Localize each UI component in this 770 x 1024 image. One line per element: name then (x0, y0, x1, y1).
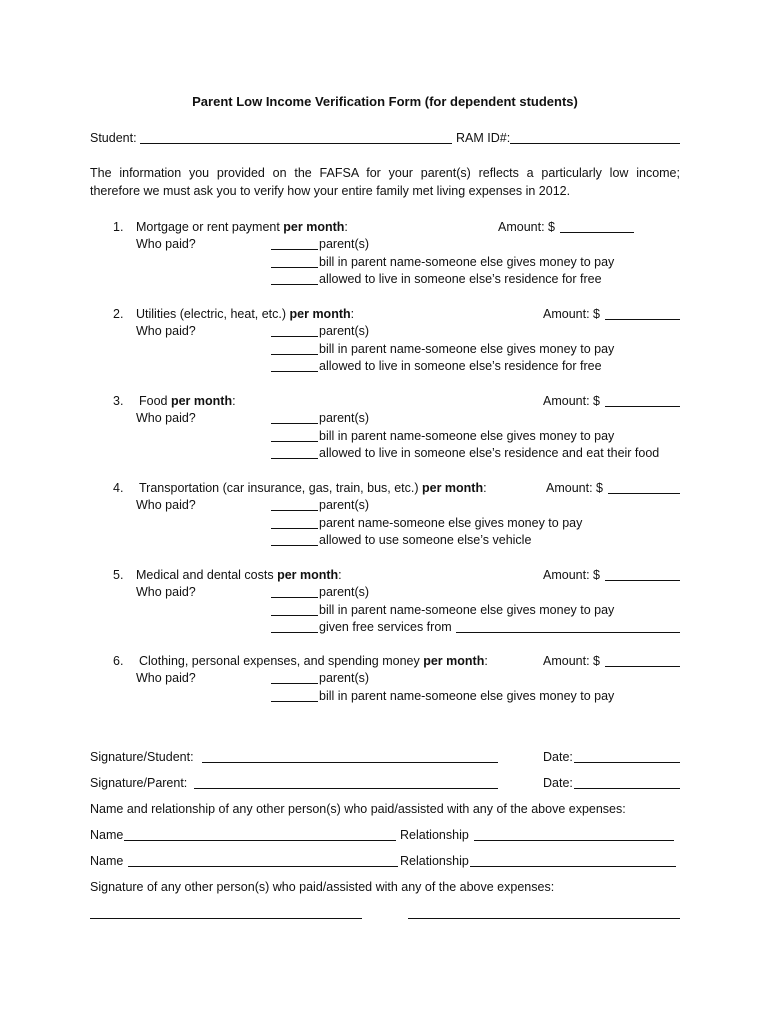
item-1-amount-field[interactable] (560, 232, 634, 233)
item-5-free-services-field[interactable] (456, 632, 680, 633)
item-2-option-2-blank[interactable] (271, 354, 318, 355)
item-1-option-2-label: bill in parent name-someone else gives money to pay (319, 254, 615, 269)
item-4-label: Transportation (car insurance, gas, train, bus, etc.) (139, 481, 422, 495)
item-3-amount-field[interactable] (605, 406, 680, 407)
item-6-per-month: per month (423, 654, 485, 668)
student-field[interactable] (140, 143, 452, 144)
other-persons-label: Name and relationship of any other person(s) who paid/assisted with any of the above expenses: (90, 802, 626, 816)
item-5-heading (136, 567, 342, 583)
item-3-option-2-label: bill in parent name-someone else gives money to pay (319, 428, 615, 443)
item-5-amount-label: Amount: $ (543, 568, 600, 582)
item-3-option-1-label: parent(s) (319, 411, 370, 425)
name-label-2: Name (90, 854, 124, 868)
item-1-amount-label: Amount: $ (498, 220, 555, 234)
item-6-amount-label: Amount: $ (543, 654, 600, 668)
relationship-label-2: Relationship (400, 854, 469, 868)
item-3-heading (139, 393, 236, 409)
item-5-label: Medical and dental costs (136, 568, 278, 582)
item-3-per-month: per month (170, 394, 233, 408)
other-signature-field-2[interactable] (408, 918, 680, 919)
item-1-number: 1. (113, 220, 124, 234)
page-title: Parent Low Income Verification Form (for dependent students) (192, 94, 578, 109)
item-5-option-3-label: given free services from (319, 620, 452, 634)
item-2-heading (136, 306, 354, 322)
item-2-option-3-label: allowed to live in someone else’s residence for free (319, 359, 602, 373)
date-parent-field[interactable] (574, 788, 680, 789)
name-label-1: Name (90, 828, 124, 842)
item-2-number: 2. (113, 307, 124, 321)
item-4-option-1-blank[interactable] (271, 510, 318, 511)
item-1-label: Mortgage or rent payment (136, 220, 284, 234)
signature-student-field[interactable] (202, 762, 498, 763)
ramid-label: RAM ID#: (456, 131, 511, 145)
item-5-option-2-label: bill in parent name-someone else gives money to pay (319, 602, 615, 617)
item-3-colon: : (232, 394, 236, 408)
name-field-1[interactable] (124, 840, 396, 841)
signature-parent-field[interactable] (194, 788, 498, 789)
item-4-who-paid: Who paid? (136, 498, 196, 512)
item-2-option-1-label: parent(s) (319, 324, 370, 338)
signature-parent-label: Signature/Parent: (90, 776, 188, 790)
item-5-option-2-blank[interactable] (271, 615, 318, 616)
item-1-option-2-blank[interactable] (271, 267, 318, 268)
item-4-number: 4. (113, 481, 124, 495)
item-5-who-paid: Who paid? (136, 585, 196, 599)
item-5-option-1-label: parent(s) (319, 585, 370, 599)
item-6-colon: : (484, 654, 488, 668)
item-3-option-3-blank[interactable] (271, 458, 318, 459)
item-1-option-1-label: parent(s) (319, 237, 370, 251)
relationship-field-2[interactable] (470, 866, 676, 867)
item-4-per-month: per month (422, 481, 484, 495)
intro-line-2: therefore we must ask you to verify how your entire family met living expenses in 2012. (90, 184, 571, 198)
date-label-student: Date: (543, 750, 573, 764)
item-1-option-3-label: allowed to live in someone else’s residence for free (319, 272, 602, 286)
item-2-who-paid: Who paid? (136, 324, 196, 338)
other-signature-label: Signature of any other person(s) who paid/assisted with any of the above expenses: (90, 880, 555, 894)
item-3-option-1-blank[interactable] (271, 423, 318, 424)
item-6-option-2-blank[interactable] (271, 701, 318, 702)
relationship-label-1: Relationship (400, 828, 469, 842)
item-4-colon: : (483, 481, 487, 495)
item-6-option-1-blank[interactable] (271, 683, 318, 684)
item-1-per-month: per month (283, 220, 345, 234)
item-3-label: Food (139, 394, 171, 408)
item-2-per-month: per month (289, 307, 351, 321)
item-1-heading (136, 219, 348, 235)
ramid-field[interactable] (510, 143, 680, 144)
date-student-field[interactable] (574, 762, 680, 763)
student-label: Student: (90, 131, 137, 145)
item-3-amount-label: Amount: $ (543, 394, 600, 408)
item-2-option-3-blank[interactable] (271, 371, 318, 372)
intro-line-1: The information you provided on the FAFSA for your parent(s) reflects a particularly low income; (90, 166, 680, 180)
item-5-colon: : (338, 568, 342, 582)
item-2-amount-field[interactable] (605, 319, 680, 320)
item-1-option-1-blank[interactable] (271, 249, 318, 250)
item-6-option-2-label: bill in parent name-someone else gives money to pay (319, 688, 615, 703)
item-2-option-1-blank[interactable] (271, 336, 318, 337)
item-5-number: 5. (113, 568, 124, 582)
item-5-option-3-blank[interactable] (271, 632, 318, 633)
item-4-amount-label: Amount: $ (546, 481, 603, 495)
item-3-option-2-blank[interactable] (271, 441, 318, 442)
item-6-who-paid: Who paid? (136, 671, 196, 685)
item-6-number: 6. (113, 654, 124, 668)
item-2-amount-label: Amount: $ (543, 307, 600, 321)
item-5-amount-field[interactable] (605, 580, 680, 581)
item-5-option-1-blank[interactable] (271, 597, 318, 598)
name-field-2[interactable] (128, 866, 398, 867)
item-2-colon: : (350, 307, 355, 321)
item-4-option-3-blank[interactable] (271, 545, 318, 546)
item-4-option-2-label: parent name-someone else gives money to pay (319, 515, 583, 530)
item-4-option-1-label: parent(s) (319, 498, 370, 512)
item-4-heading (139, 480, 487, 496)
relationship-field-1[interactable] (474, 840, 674, 841)
item-4-amount-field[interactable] (608, 493, 680, 494)
item-4-option-3-label: allowed to use someone else’s vehicle (319, 533, 532, 547)
item-2-option-2-label: bill in parent name-someone else gives money to pay (319, 341, 615, 356)
item-1-who-paid: Who paid? (136, 237, 196, 251)
item-6-label: Clothing, personal expenses, and spending money (139, 654, 424, 668)
item-3-number: 3. (113, 394, 124, 408)
item-6-heading (139, 653, 488, 669)
item-2-label: Utilities (electric, heat, etc.) (136, 307, 290, 321)
item-6-option-1-label: parent(s) (319, 671, 370, 685)
item-4-option-2-blank[interactable] (271, 528, 318, 529)
item-1-option-3-blank[interactable] (271, 284, 318, 285)
item-5-per-month: per month (277, 568, 339, 582)
item-3-who-paid: Who paid? (136, 411, 196, 425)
signature-student-label: Signature/Student: (90, 750, 194, 764)
date-label-parent: Date: (543, 776, 573, 790)
item-3-option-3-label: allowed to live in someone else’s residence and eat their food (319, 446, 660, 460)
other-signature-field-1[interactable] (90, 918, 362, 919)
item-6-amount-field[interactable] (605, 666, 680, 667)
item-1-colon: : (344, 220, 348, 234)
